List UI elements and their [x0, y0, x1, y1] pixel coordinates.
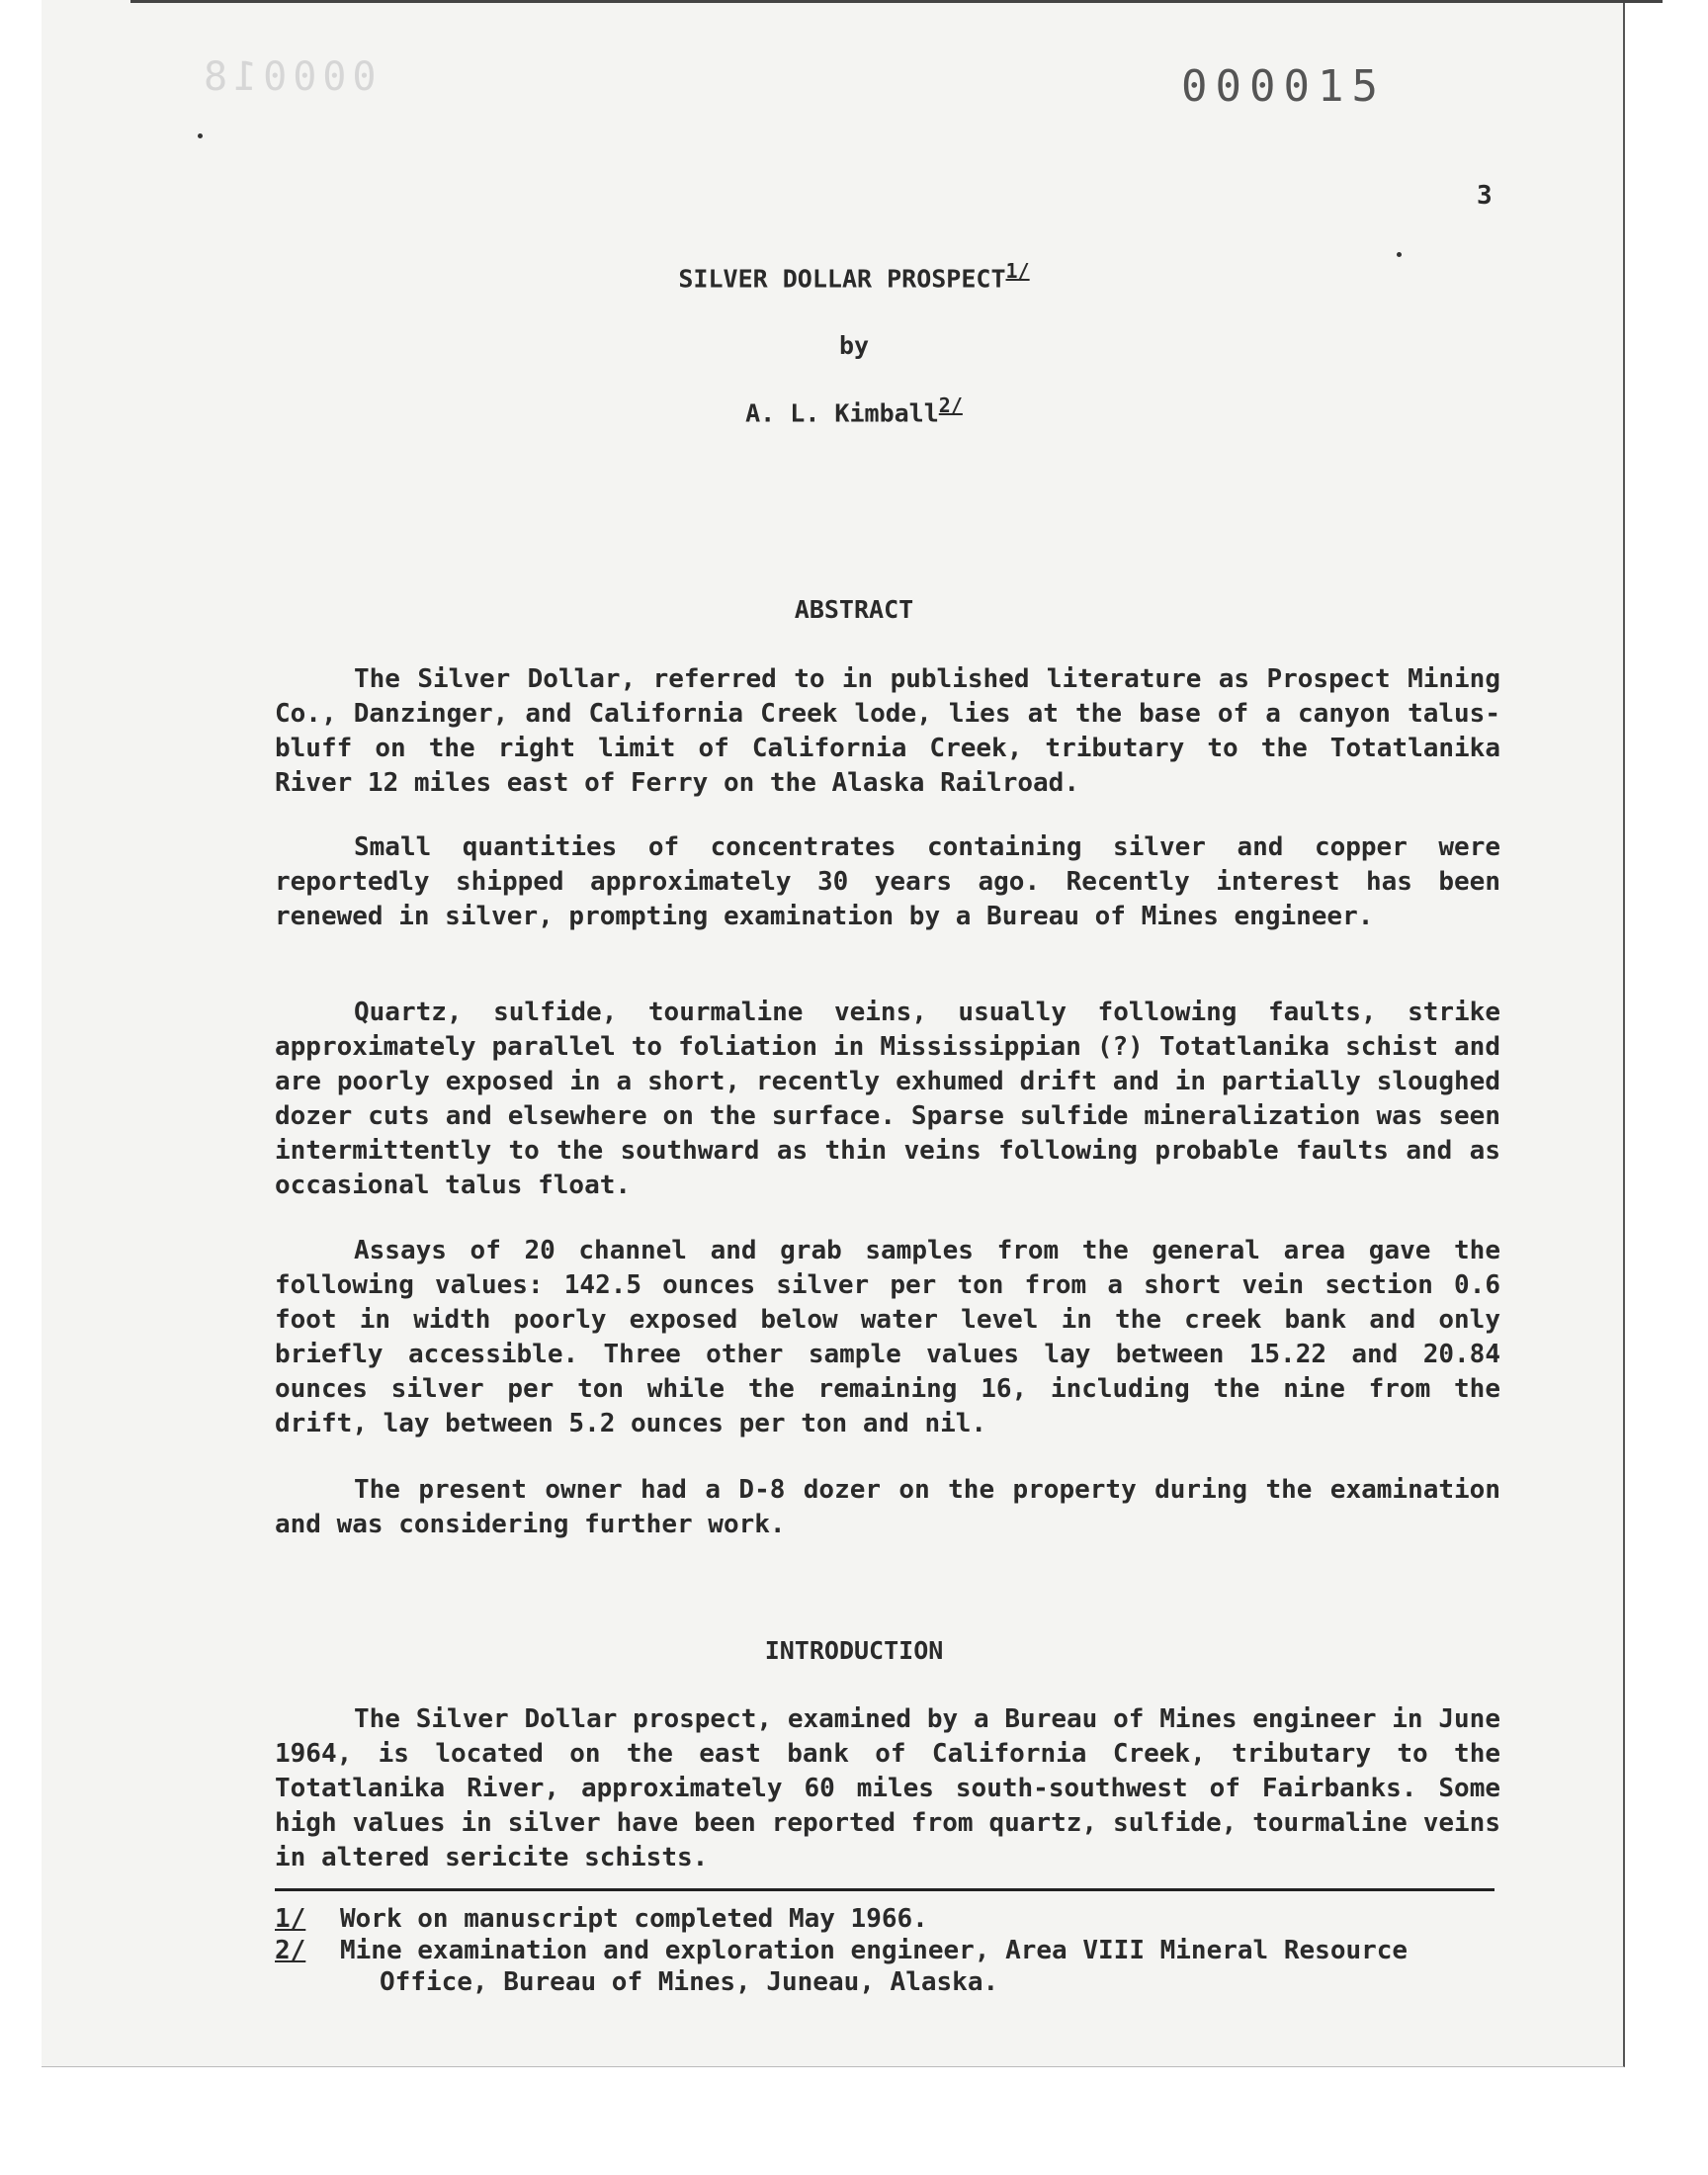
abstract-paragraph: The Silver Dollar, referred to in published literature as Prospect Mining Co., Danzinger, and California Creek lode, lies at the base of a canyon talus-bluff on the right limit of California Creek, tributary to the Totatlanika River 12 miles east of Ferry on the Alaska Railroad. — [275, 664, 1500, 798]
title-text: SILVER DOLLAR PROSPECT — [678, 264, 1006, 294]
footnote-1 — [275, 1903, 1500, 1935]
scan-speck — [1397, 252, 1402, 257]
introduction-heading: INTRODUCTION — [764, 1636, 944, 1665]
byline-by: by — [838, 331, 870, 360]
footnote-mark: 1/ — [275, 1904, 306, 1934]
footnote-text-continued: Office, Bureau of Mines, Juneau, Alaska. — [380, 1967, 999, 1997]
document-stamp-number: 000015 — [1181, 61, 1386, 112]
author-footnote-ref: 2/ — [938, 393, 963, 417]
author — [0, 393, 1708, 427]
introduction-paragraph: The Silver Dollar prospect, examined by a Bureau of Mines engineer in June 1964, is located on the east bank of California Creek, tributary to the Totatlanika River, approximately 60 miles south-southwest of Fairbanks. Some high values in silver have been reported from quartz, sulfide, tourmaline veins in altered sericite schists. — [275, 1704, 1500, 1872]
title — [0, 259, 1708, 293]
footnote-text: Mine examination and exploration engineer, Area VIII Mineral Resource — [340, 1936, 1409, 1965]
bleed-through-number: 000018 — [198, 54, 377, 100]
page-number: 3 — [1477, 181, 1493, 211]
abstract-paragraph: Small quantities of concentrates containing silver and copper were reportedly shipped approximately 30 years ago. Recently interest has been renewed in silver, prompting examination by a Bureau of Mines engineer. — [275, 832, 1500, 931]
abstract-paragraph: The present owner had a D-8 dozer on the property during the examination and was considering further work. — [275, 1475, 1500, 1539]
abstract-paragraph: Quartz, sulfide, tourmaline veins, usually following faults, strike approximately parallel to foliation in Mississippian (?) Totatlanika schist and are poorly exposed in a short, recently exhumed drift and in partially sloughed dozer cuts and elsewhere on the surface. Sparse sulfide mineralization was seen intermittently to the southward as thin veins following probable faults and as occasional talus float. — [275, 998, 1500, 1200]
title-footnote-ref: 1/ — [1005, 259, 1030, 283]
footnote-2 — [275, 1935, 1500, 1998]
scan-speck — [198, 133, 203, 138]
footnote-text: Work on manuscript completed May 1966. — [340, 1904, 928, 1934]
abstract-paragraph: Assays of 20 channel and grab samples from the general area gave the following values: 142.5 ounces silver per ton from a short vein section 0.6 foot in width poorly exposed below water level in the creek bank and only briefly accessible. Three other sample values lay between 15.22 and 20.84 ounces silver per ton while the remaining 16, including the nine from the drift, lay between 5.2 ounces per ton and nil. — [275, 1236, 1500, 1438]
footnote-mark: 2/ — [275, 1936, 306, 1965]
author-name: A. L. Kimball — [745, 398, 939, 428]
abstract-heading: ABSTRACT — [794, 595, 914, 624]
scan-edge — [130, 0, 1663, 3]
footnote-rule — [275, 1888, 1494, 1891]
